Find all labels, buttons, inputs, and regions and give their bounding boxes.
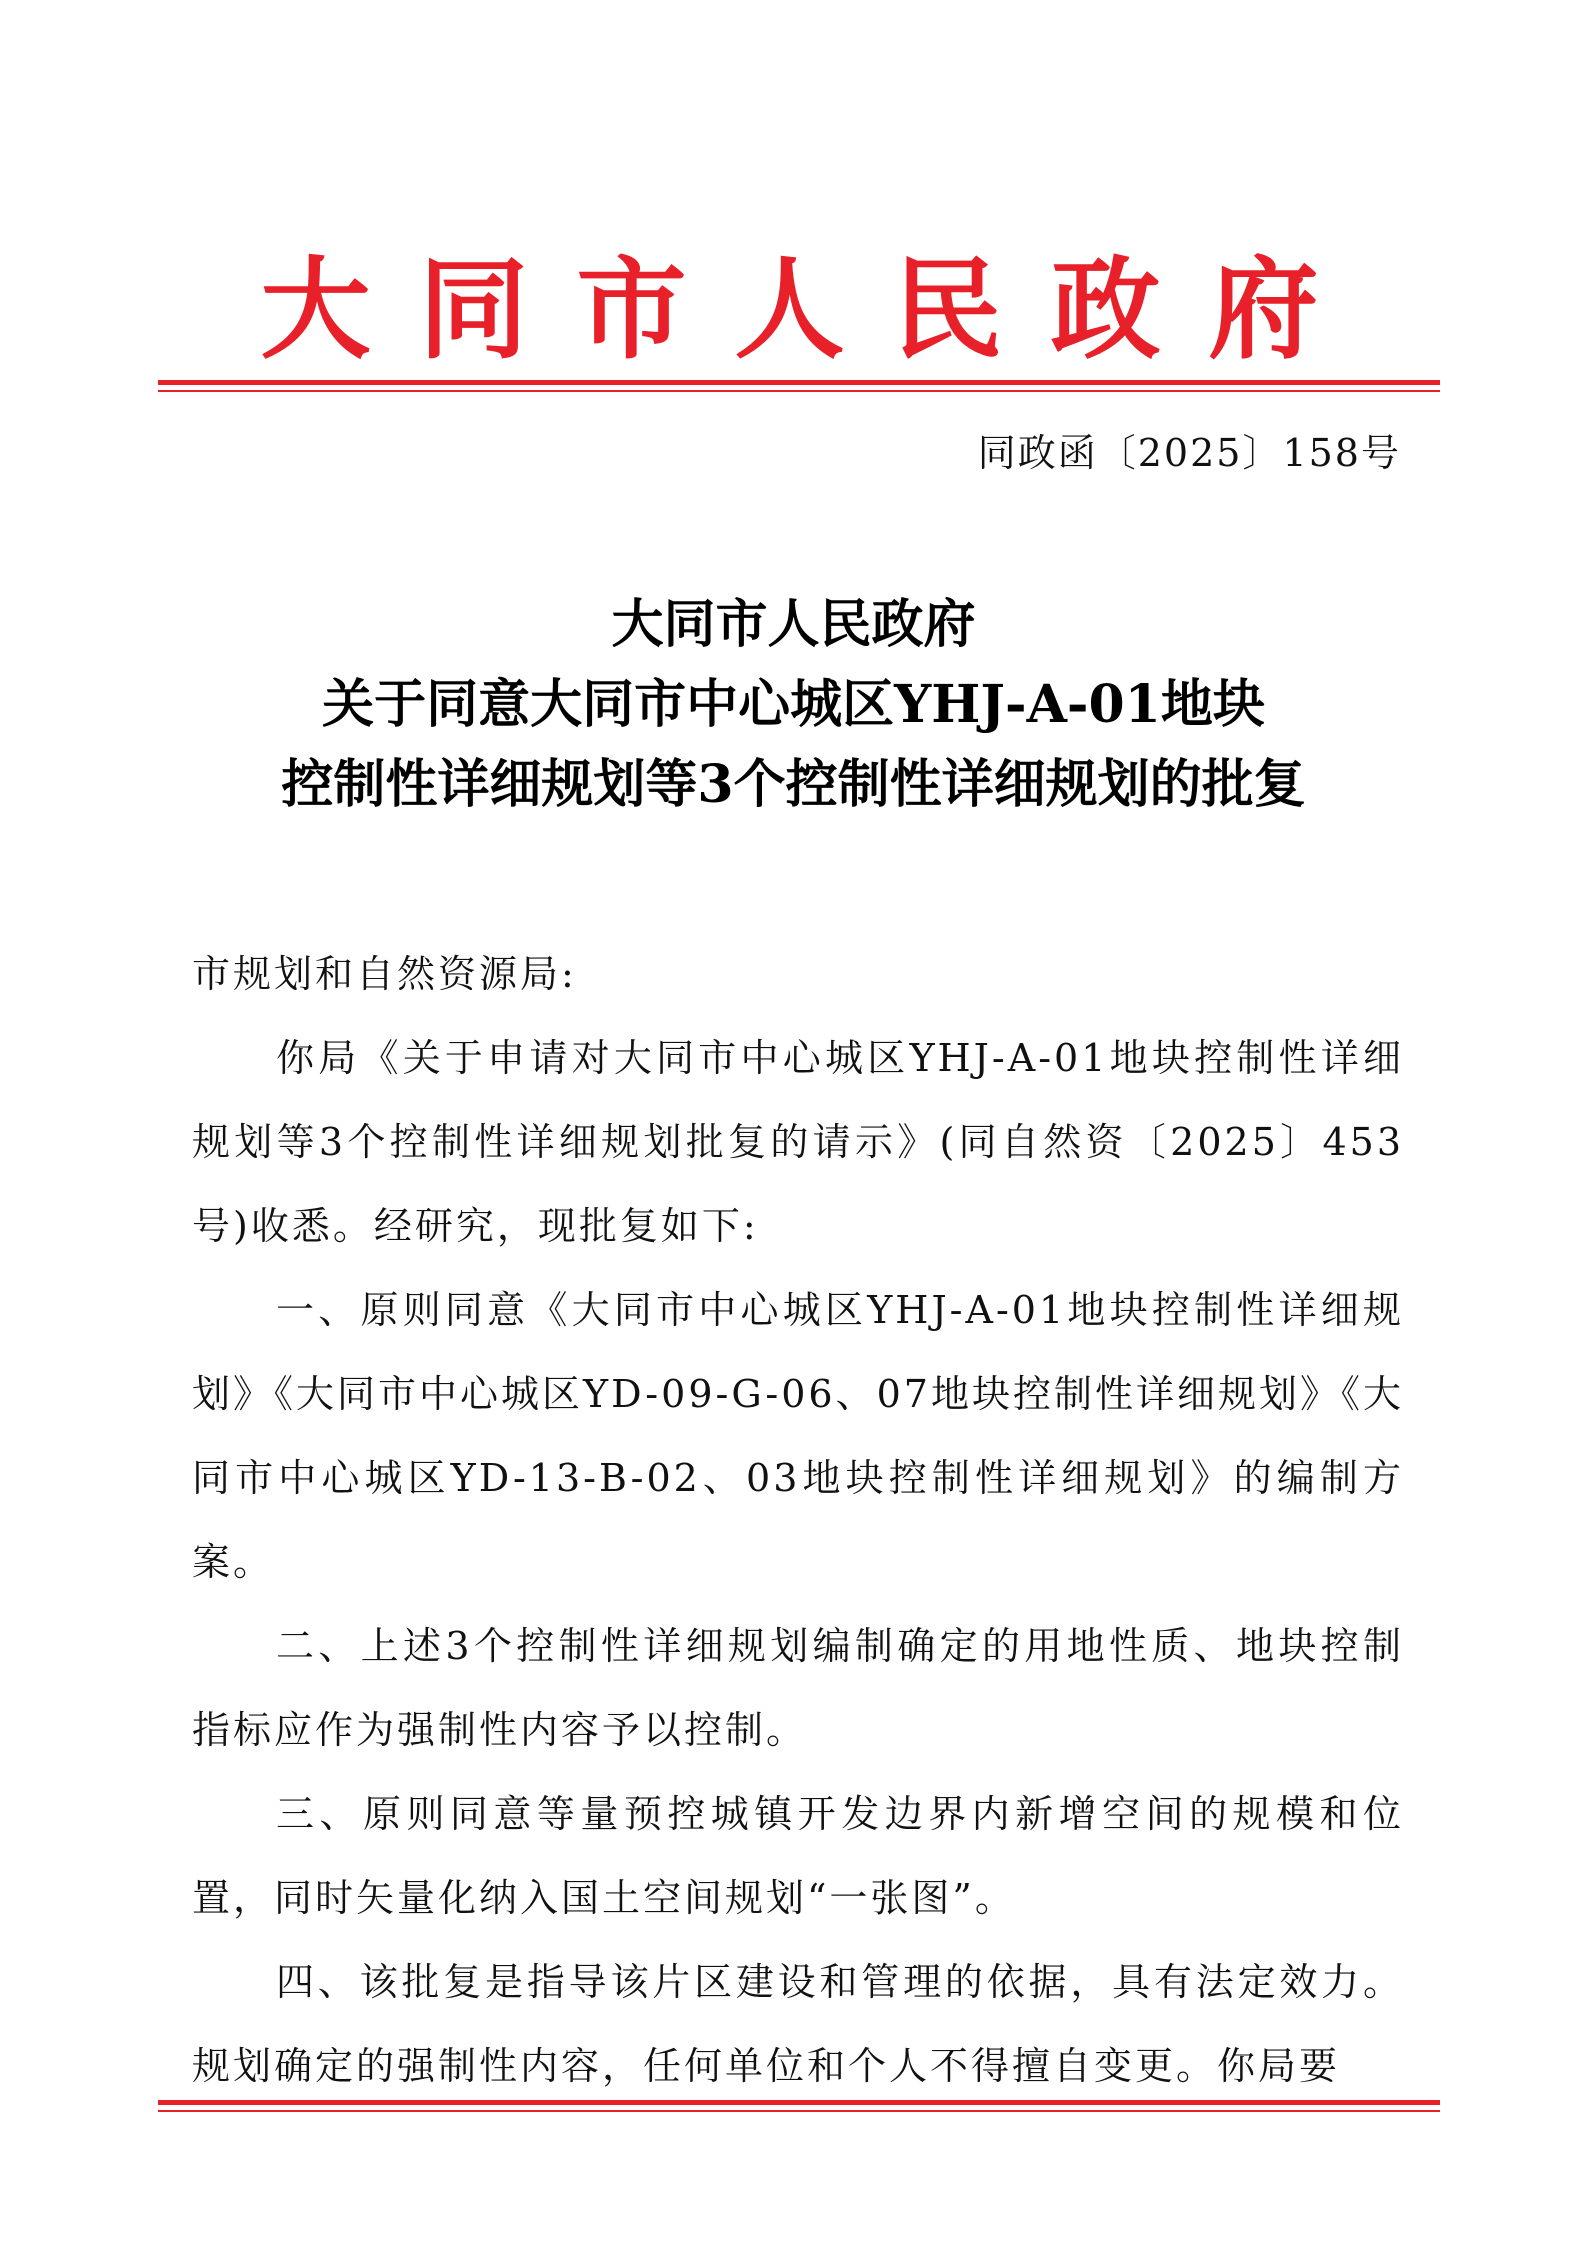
document-body (192, 932, 1404, 2108)
body-paragraph: 三、原则同意等量预控城镇开发边界内新增空间的规模和位置，同时矢量化纳入国土空间规划“一张图”。 (192, 1792, 1404, 1920)
masthead-title: 大同市人民政府 (260, 245, 1367, 374)
title-line: 关于同意大同市中心城区YHJ-A-01地块 (322, 674, 1265, 735)
title-line: 大同市人民政府 (611, 594, 976, 655)
footer-divider-thick (158, 2100, 1440, 2105)
body-paragraph: 一、原则同意《大同市中心城区YHJ-A-01地块控制性详细规划》《大同市中心城区YD-09-G-06、07地块控制性详细规划》《大同市中心城区YD-13-B-02、03地块控制性详细规划》的编制方案。 (192, 1288, 1404, 1584)
salutation: 市规划和自然资源局: (192, 952, 577, 996)
footer-divider-thin (158, 2110, 1440, 2112)
body-paragraph: 四、该批复是指导该片区建设和管理的依据，具有法定效力。规划确定的强制性内容，任何单位和个人不得擅自变更。你局要 (192, 1960, 1404, 2088)
body-paragraph: 你局《关于申请对大同市中心城区YHJ-A-01地块控制性详细规划等3个控制性详细规划批复的请示》(同自然资〔2025〕453号)收悉。经研究，现批复如下: (192, 1036, 1404, 1248)
document-number: 同政函〔2025〕158号 (977, 431, 1401, 475)
document-title (0, 585, 1587, 825)
title-line: 控制性详细规划等3个控制性详细规划的批复 (281, 754, 1306, 815)
masthead-divider-thin (158, 390, 1440, 392)
body-paragraph: 二、上述3个控制性详细规划编制确定的用地性质、地块控制指标应作为强制性内容予以控制。 (192, 1624, 1404, 1752)
masthead-divider-thick (158, 380, 1440, 385)
